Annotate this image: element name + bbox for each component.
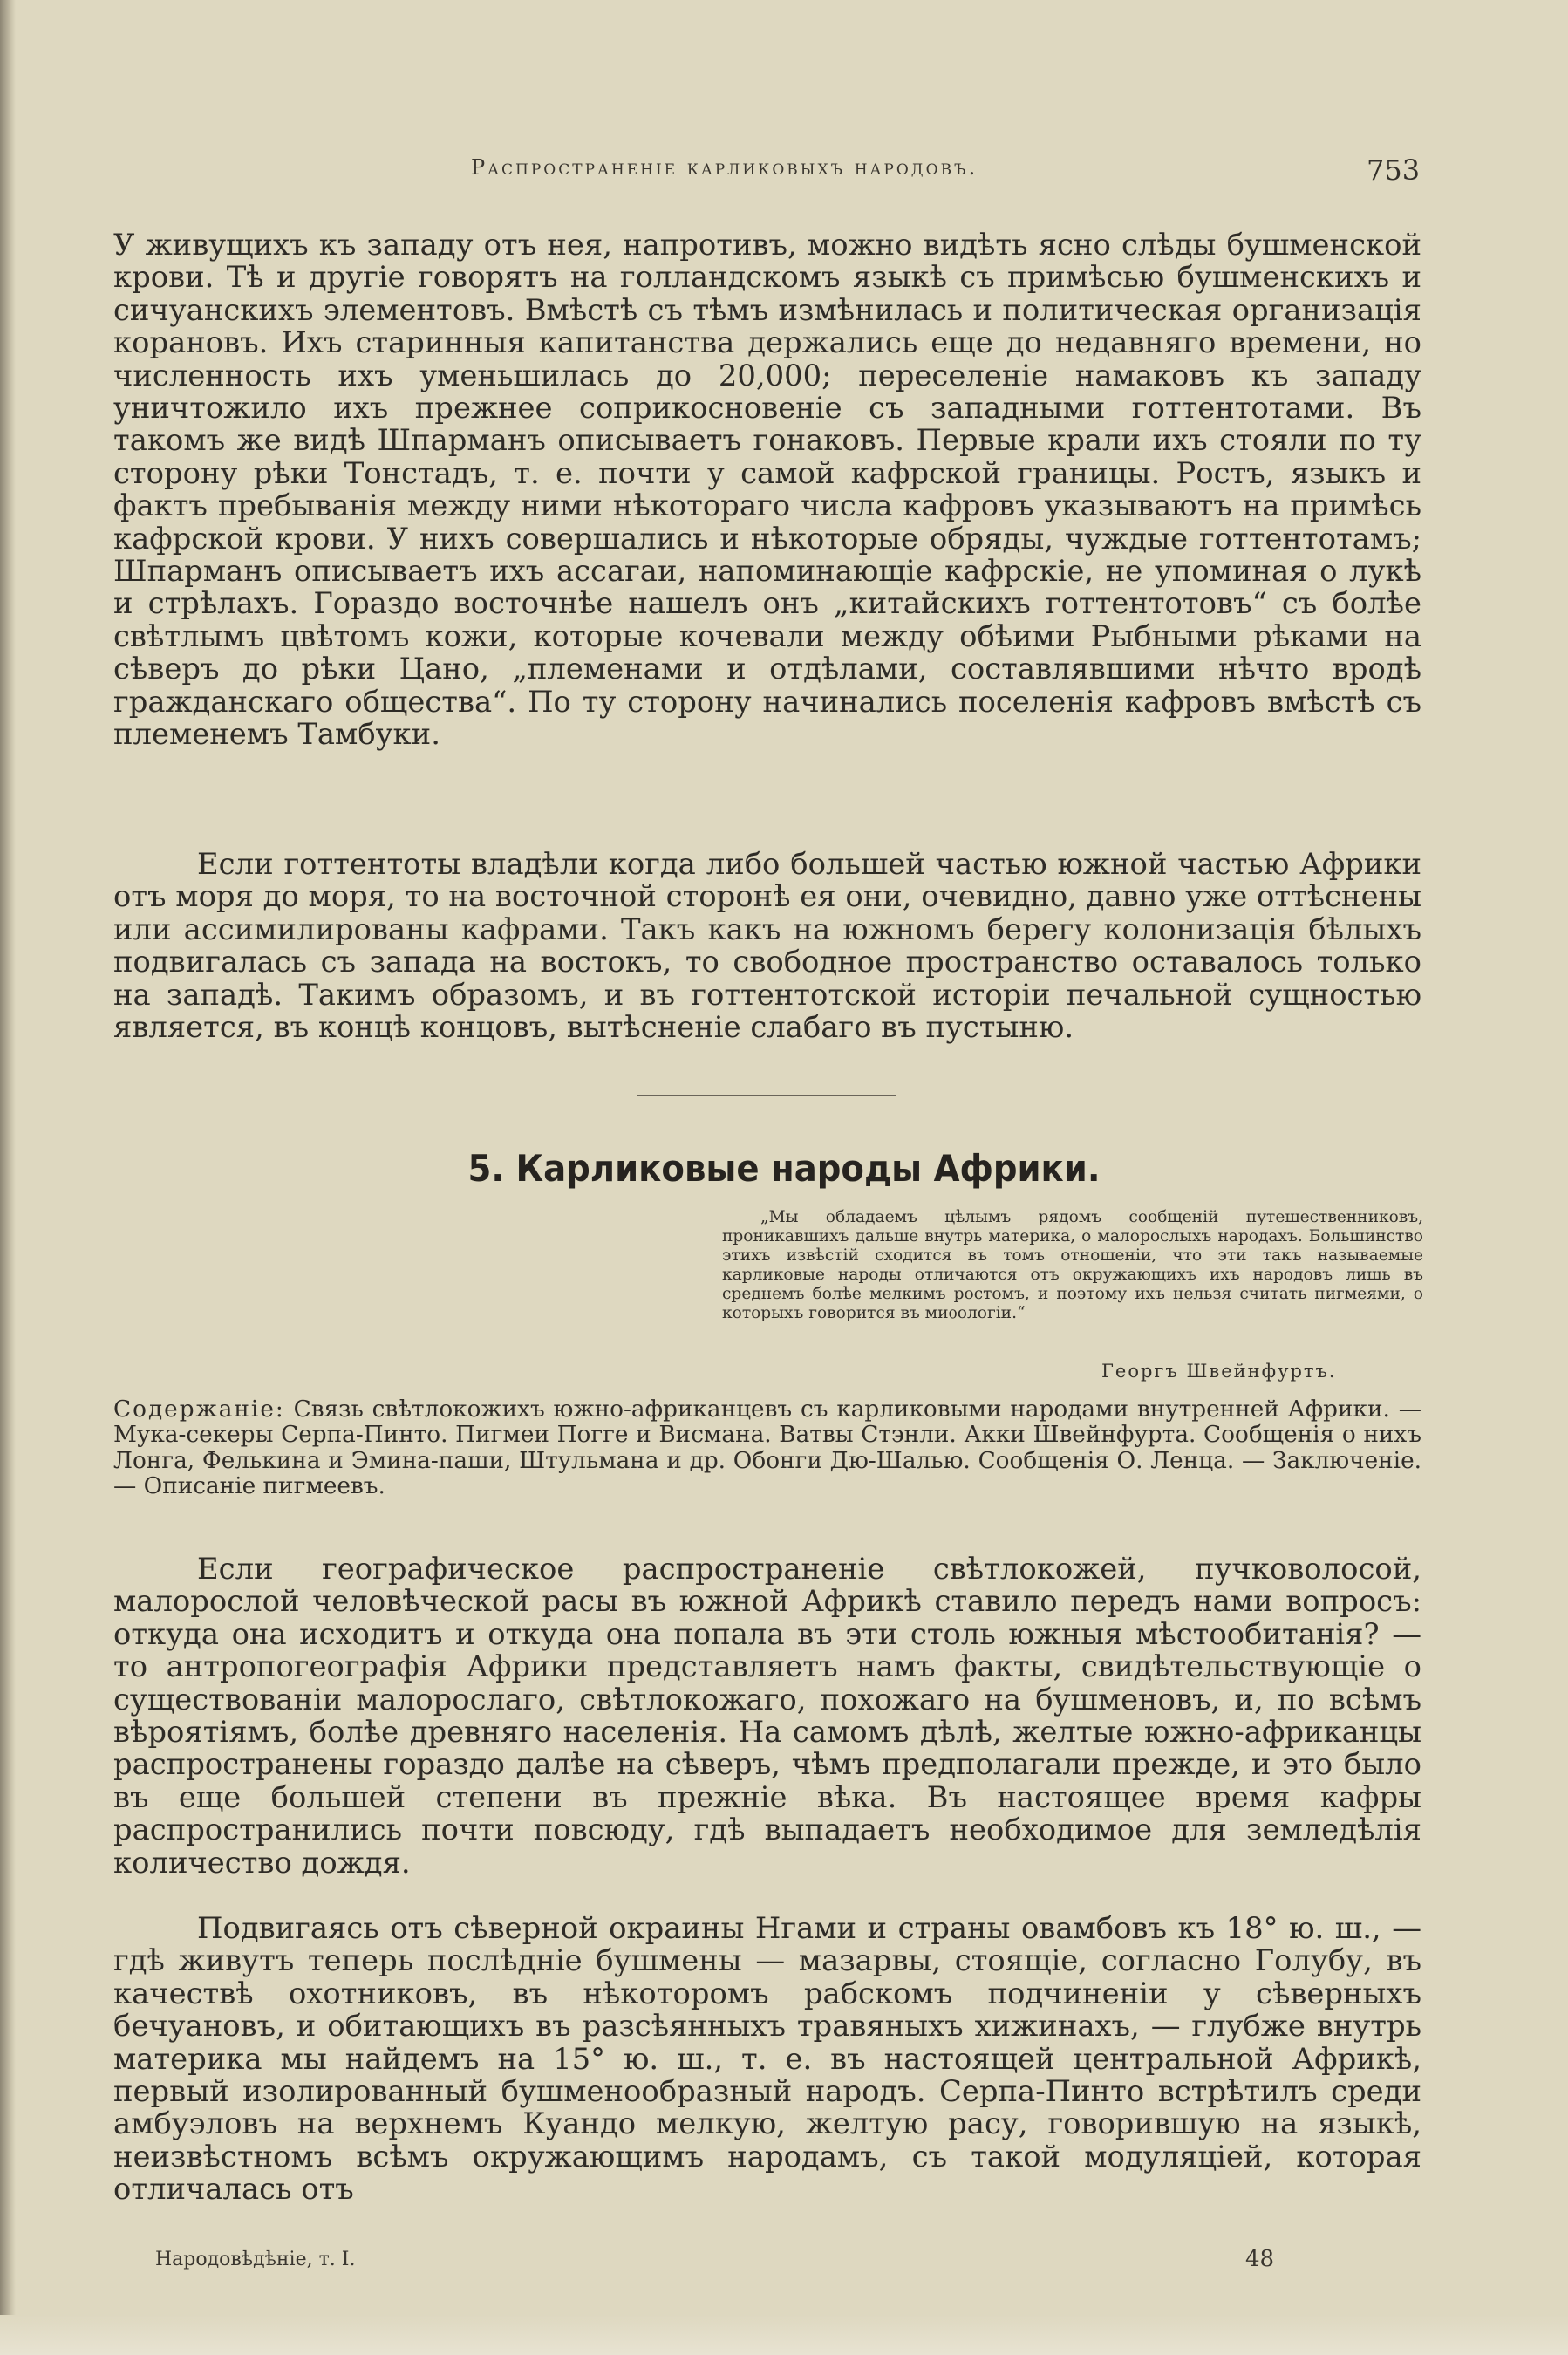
signature-number: 48 [1245, 2246, 1275, 2272]
epigraph-author: Георгъ Швейнфуртъ. [1101, 1361, 1337, 1382]
section-contents [113, 1397, 1421, 1500]
paragraph-text: Если готтентоты владѣли когда либо большей частью южной частью Африки отъ моря до моря, то на восточной сторонѣ ея они, очевидно, давно уже оттѣснены или ассимилированы кафрами. Такъ какъ на южномъ берегу колонизація бѣлыхъ подвигалась съ запада на востокъ, то свободное пространство оставалось только на западѣ. Такимъ образомъ, и въ готтентотской исторіи печальной сущностью является, въ концѣ концовъ, вытѣсненіе слабаго въ пустыню. [113, 847, 1421, 1045]
paragraph-text: Подвигаясь отъ сѣверной окраины Нгами и страны овамбовъ къ 18° ю. ш., — гдѣ живутъ теперь послѣдніе бушмены — мазарвы, стоящіе, согласно Голубу, въ качествѣ охотниковъ, въ нѣкоторомъ рабскомъ подчиненіи у сѣверныхъ бечуановъ, и обитающихъ въ разсѣянныхъ травяныхъ хижинахъ, — глубже внутрь материка мы найдемъ на 15° ю. ш., т. е. въ настоящей центральной Африкѣ, первый изолированный бушменообразный народъ. Серпа-Пинто встрѣтилъ среди амбуэловъ на верхнемъ Куандо мелкую, желтую расу, говорившую на языкѣ, неизвѣстномъ всѣмъ окружающимъ народамъ, съ такой модуляціей, которая отличалась отъ [113, 1911, 1421, 2207]
contents-text: Связь свѣтлокожихъ южно-африканцевъ съ карликовыми народами внутренней Африки. — Мука-секеры Серпа-Пинто. Пигмеи Погге и Висмана. Ватвы Стэнли. Акки Швейнфурта. Сообщенія о нихъ Лонга, Фелькина и Эмина-паши, Штульмана и др. Обонги Дю-Шалью. Сообщенія О. Ленца. — Заключеніе. — Описаніе пигмеевъ. [113, 1396, 1421, 1500]
section-divider [637, 1095, 896, 1096]
paragraph-3 [113, 1553, 1421, 1879]
paragraph-text: У живущихъ къ западу отъ нея, напротивъ, можно видѣть ясно слѣды бушменской крови. Тѣ и другіе говорятъ на голландскомъ языкѣ съ примѣсью бушменскихъ и сичуанскихъ элементовъ. Вмѣстѣ съ тѣмъ измѣнилась и политическая организація корановъ. Ихъ старинныя капитанства держались еще до недавняго времени, но численность ихъ уменьшилась до 20,000; переселеніе намаковъ къ западу уничтожило ихъ прежнее соприкосновеніе съ западными готтентотами. Въ такомъ же видѣ Шпарманъ описываетъ гонаковъ. Первые крали ихъ стояли по ту сторону рѣки Тонстадъ, т. е. почти у самой кафрской границы. Ростъ, языкъ и фактъ пребыванія между ними нѣкотораго числа кафровъ указываютъ на примѣсь кафрской крови. У нихъ совершались и нѣкоторые обряды, чуждые готтентотамъ; Шпарманъ описываетъ ихъ ассагаи, напоминающіе кафрскіе, не упоминая о лукѣ и стрѣлахъ. Гораздо восточнѣе нашелъ онъ „китайскихъ готтентотовъ“ съ болѣе свѣтлымъ цвѣтомъ кожи, которые кочевали между обѣими Рыбными рѣками на сѣверъ до рѣки Цано, „племенами и отдѣлами, составлявшими нѣчто вродѣ гражданскаго общества“. По ту сторону начинались поселенія кафровъ вмѣстѣ съ племенемъ Тамбуки. [113, 228, 1421, 752]
page-number: 753 [1367, 154, 1421, 187]
paragraph-1 [113, 229, 1421, 751]
paragraph-2 [113, 848, 1421, 1043]
printer-signature: Народовѣдѣніе, т. I. [155, 2249, 356, 2270]
contents-label: Содержаніе: [113, 1396, 285, 1423]
paragraph-text: Если географическое распространеніе свѣтлокожей, пучковолосой, малорослой человѣческой расы въ южной Африкѣ ставило передъ нами вопросъ: откуда она исходитъ и откуда она попала въ эти столь южныя мѣстообитанія? — то антропогеографія Африки представляетъ намъ факты, свидѣтельствующіе о существованіи малорослаго, свѣтлокожаго, похожаго на бушменовъ, и, по всѣмъ вѣроятіямъ, болѣе древняго населенія. На самомъ дѣлѣ, желтые южно-африканцы распространены гораздо далѣе на сѣверъ, чѣмъ предполагали прежде, и это было въ еще большей степени въ прежніе вѣка. Въ настоящее время кафры распространились почти повсюду, гдѣ выпадаетъ необходимое для земледѣлія количество дождя. [113, 1552, 1421, 1880]
section-title: 5. Карликовые народы Африки. [467, 1147, 1101, 1190]
epigraph: „Мы обладаемъ цѣлымъ рядомъ сообщеній путешественниковъ, проникавшихъ дальше внутрь материка, о малорослыхъ народахъ. Большинство этихъ извѣстій сходится въ томъ отношеніи, что эти такъ называемые карликовые народы отличаются отъ окружающихъ ихъ народовъ лишь въ среднемъ болѣе мелкимъ ростомъ, и поэтому ихъ нельзя считать пигмеями, о которыхъ говорится въ миѳологіи.“ [722, 1208, 1423, 1323]
running-head: Распространеніе карликовыхъ народовъ. [471, 155, 978, 180]
paragraph-4 [113, 1912, 1421, 2206]
